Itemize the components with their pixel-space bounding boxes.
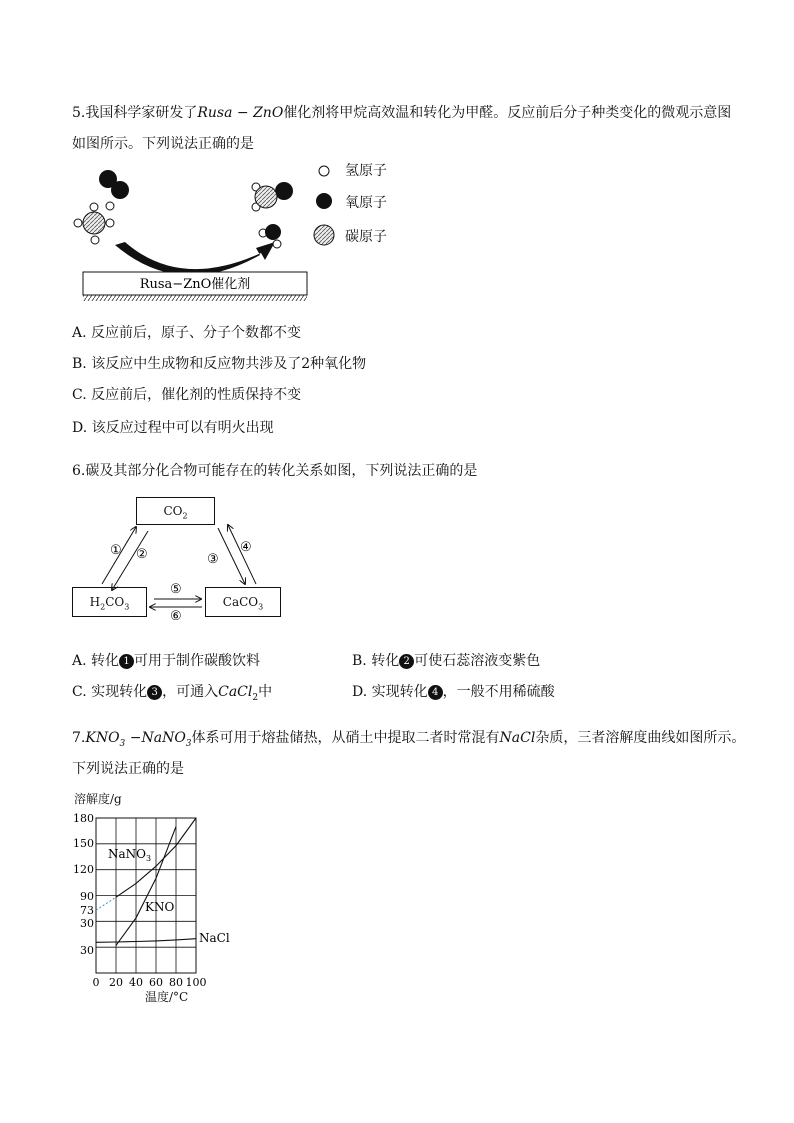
q5-stem-line1 xyxy=(72,103,731,123)
dashed-extension-line xyxy=(96,897,116,910)
q7-kno3-formula: KNO xyxy=(85,730,120,746)
q6-c-subscript: 2 xyxy=(252,692,259,703)
y-tick-label: 150 xyxy=(73,837,94,850)
q5-option-d[interactable]: D. 该反应过程中可以有明火出现 xyxy=(72,420,274,436)
q6-d-post: ，一般不用稀硫酸 xyxy=(442,684,555,700)
q7-stem-text-b: 体系可用于熔盐储热，从硝土中提取二者时常混有 xyxy=(191,730,500,746)
legend-o-label: 氧原子 xyxy=(345,195,387,211)
co2-subscript: 2 xyxy=(182,511,188,521)
q7-nano3-formula: NaNO xyxy=(141,730,186,746)
legend-carbon xyxy=(314,225,334,245)
chart-y-title: 溶解度/g xyxy=(74,792,122,806)
q6-option-d[interactable] xyxy=(352,682,555,702)
q6-option-c[interactable] xyxy=(72,682,272,708)
catalyst-ground xyxy=(83,295,307,301)
co2-formula: CO xyxy=(163,504,183,518)
x-tick-label: 60 xyxy=(149,976,163,989)
q6-c-mid: ，可通入 xyxy=(162,684,219,700)
y-tick-label: 73 xyxy=(80,904,94,917)
arrow-label-2: ② xyxy=(136,547,148,562)
catalyst-label: Rusa−ZnO催化剂 xyxy=(139,277,251,292)
series-label-subscript: 3 xyxy=(146,854,152,863)
h2co3-sub2: 3 xyxy=(124,602,130,612)
h2co3-co: CO xyxy=(105,595,125,609)
q5-catalyst-formula: Rusa − ZnO xyxy=(197,105,284,121)
legend-c-label: 碳原子 xyxy=(345,229,387,245)
y-tick-label: 120 xyxy=(73,863,94,876)
reaction-arrow xyxy=(115,242,275,275)
x-tick-label: 0 xyxy=(92,976,100,989)
q6-b-pre: B. 转化 xyxy=(352,653,400,669)
y-tick-label: 30 xyxy=(80,917,94,930)
h2co3-h: H xyxy=(89,595,101,609)
q5-option-c[interactable]: C. 反应前后，催化剂的性质保持不变 xyxy=(72,387,302,403)
chart-ticks xyxy=(73,812,207,989)
o2-molecule xyxy=(99,170,129,199)
arrow-label-4: ④ xyxy=(240,540,252,555)
chart-x-title: 温度/°C xyxy=(145,990,189,1004)
h2co3-sub1: 2 xyxy=(100,602,106,612)
hcho-molecule xyxy=(252,182,293,211)
x-tick-label: 100 xyxy=(185,976,207,989)
q7-kno3-sub: 3 xyxy=(119,738,126,749)
q5-stem-text-b: 催化剂将甲烷高效温和转化为甲醛。反应前后分子种类变化的微观示意图 xyxy=(283,105,732,121)
x-tick-label: 80 xyxy=(169,976,183,989)
hydrogen-atom-icon xyxy=(319,166,329,176)
q7-separator: − xyxy=(125,730,142,746)
q5-option-a[interactable]: A. 反应前后，原子、分子个数都不变 xyxy=(72,325,302,341)
curve-nacl xyxy=(96,939,196,943)
q7-stem-line1 xyxy=(72,728,745,754)
carbon-atom-icon xyxy=(314,225,334,245)
q5-option-b[interactable]: B. 该反应中生成物和反应物共涉及了2种氧化物 xyxy=(72,356,367,372)
q6-arrows xyxy=(70,520,300,620)
y-tick-label: 90 xyxy=(80,890,94,903)
curve-kno xyxy=(116,827,176,946)
x-tick-label: 40 xyxy=(129,976,143,989)
q6-b-post: 可使石蕊溶液变紫色 xyxy=(414,653,541,669)
q6-a-pre: A. 转化 xyxy=(72,653,120,669)
q6-option-a[interactable] xyxy=(72,651,260,671)
circled-number-3-icon: 3 xyxy=(147,685,162,700)
chart-curves xyxy=(96,818,196,945)
chart-series-labels xyxy=(108,847,230,945)
q7-nano3-sub: 3 xyxy=(185,738,192,749)
q7-nacl-formula: NaCl xyxy=(499,730,536,746)
q6-d-pre: D. 实现转化 xyxy=(352,684,428,700)
y-tick-label: 30 xyxy=(80,944,94,957)
series-label: NaNO$_3$ xyxy=(108,847,152,863)
q7-number: 7. xyxy=(72,730,86,746)
q5-stem-text-a: 5.我国科学家研发了 xyxy=(72,105,198,121)
legend-h-label: 氢原子 xyxy=(345,163,387,179)
arrow-label-1: ① xyxy=(110,543,122,558)
oxygen-atom-icon xyxy=(316,193,332,209)
arrow-label-3: ③ xyxy=(207,552,219,567)
series-label: KNO xyxy=(145,900,175,914)
x-tick-label: 20 xyxy=(109,976,123,989)
q7-stem-line2: 下列说法正确的是 xyxy=(72,761,184,777)
series-label: NaCl xyxy=(199,931,230,945)
circled-number-2-icon: 2 xyxy=(399,654,414,669)
ch4-molecule xyxy=(74,202,114,244)
arrow-label-6: ⑥ xyxy=(170,609,182,620)
circled-number-4-icon: 4 xyxy=(428,685,443,700)
q6-c-formula: CaCl xyxy=(218,684,253,700)
q7-stem-text-c: 杂质，三者溶解度曲线如图所示。 xyxy=(535,730,746,746)
y-tick-label: 180 xyxy=(73,812,94,825)
q6-c-pre: C. 实现转化 xyxy=(72,684,148,700)
caco3-formula: CaCO xyxy=(222,595,259,609)
legend-oxygen xyxy=(316,193,332,209)
caco3-subscript: 3 xyxy=(258,602,264,612)
chart-grid xyxy=(96,818,196,973)
q6-c-post: 中 xyxy=(258,684,273,700)
circled-number-1-icon: 1 xyxy=(119,654,134,669)
q6-option-b[interactable] xyxy=(352,651,540,671)
solubility-chart xyxy=(66,808,246,1008)
q6-stem: 6.碳及其部分化合物可能存在的转化关系如图，下列说法正确的是 xyxy=(72,463,478,479)
arrow-label-5: ⑤ xyxy=(170,582,182,597)
legend-hydrogen xyxy=(319,166,329,176)
q5-stem-line2: 如图所示。下列说法正确的是 xyxy=(72,136,254,152)
arrow-3 xyxy=(218,528,245,584)
q6-a-post: 可用于制作碳酸饮料 xyxy=(134,653,261,669)
